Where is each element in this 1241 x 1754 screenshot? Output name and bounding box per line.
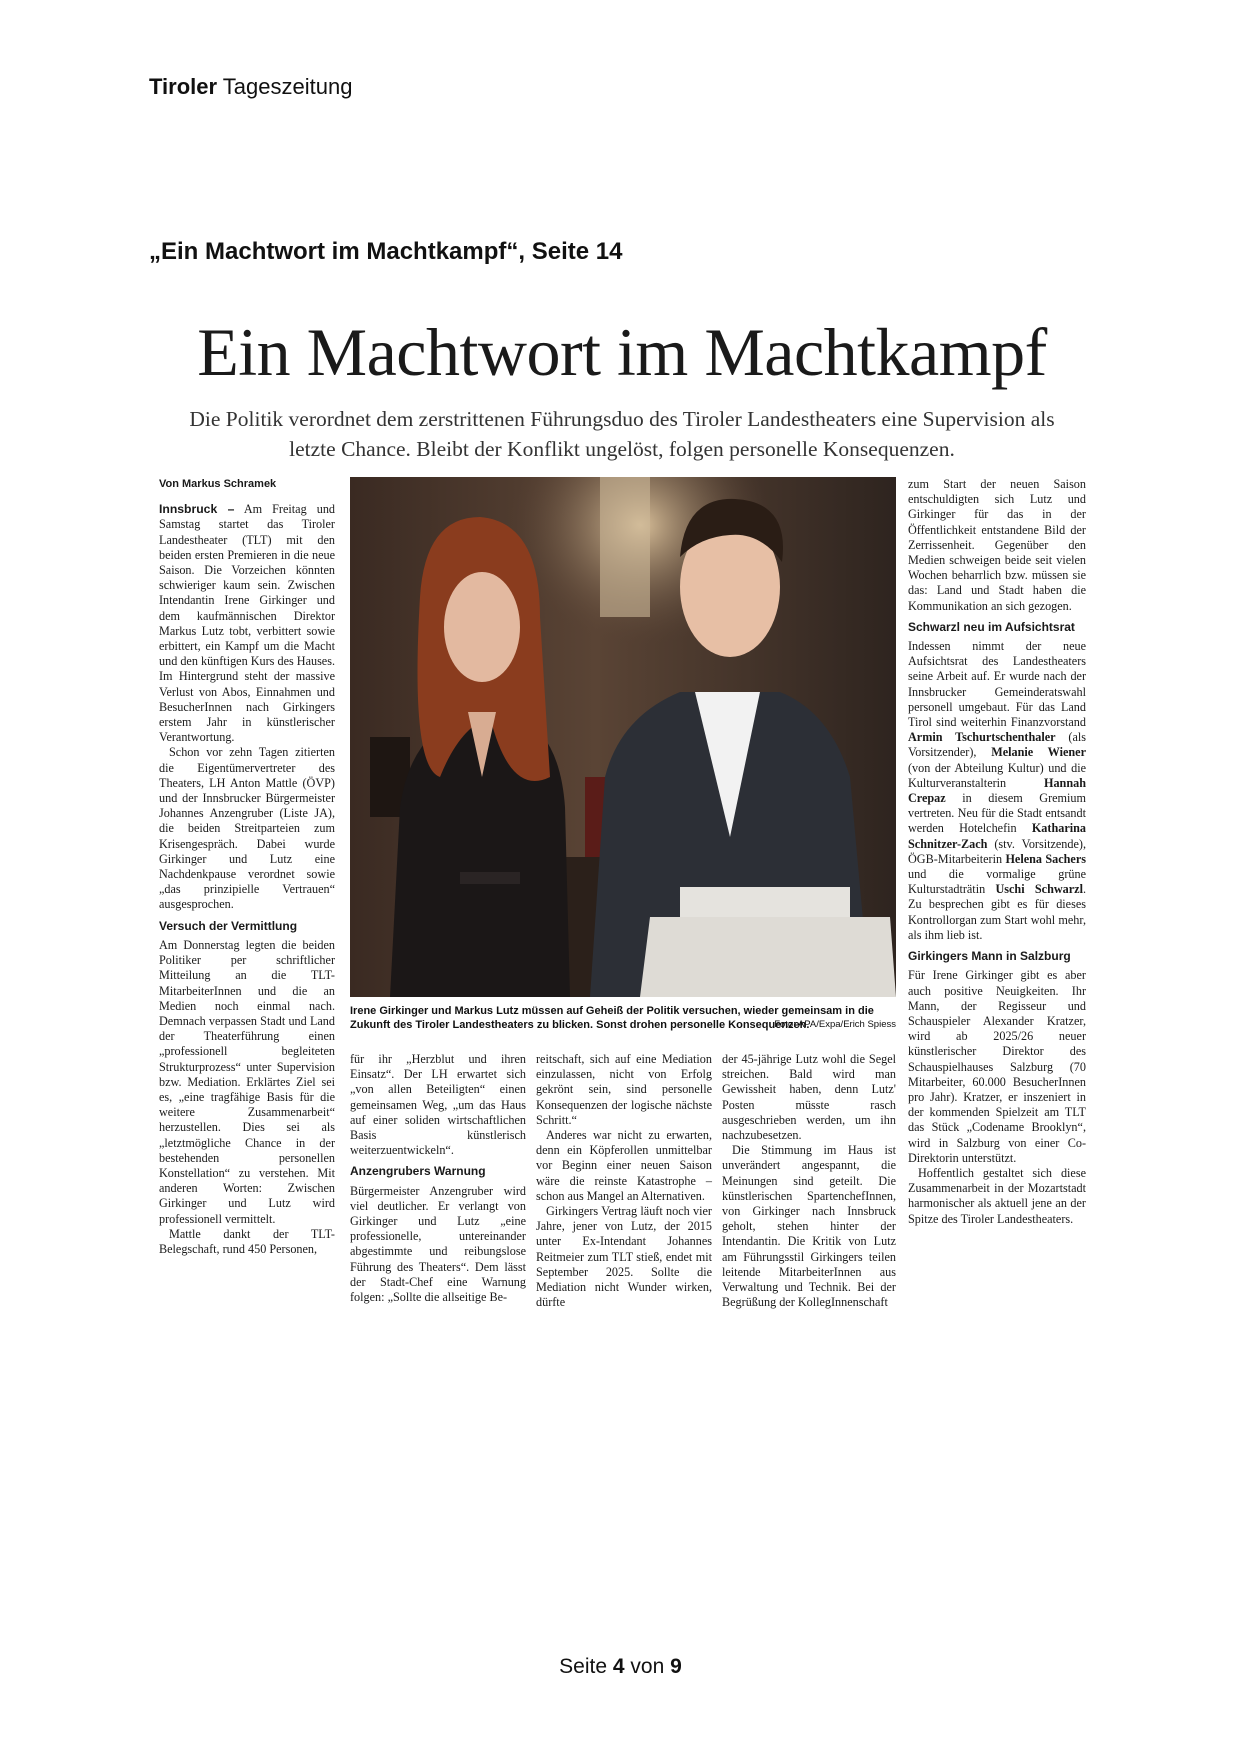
photo-caption <box>350 1004 896 1032</box>
paragraph: reitschaft, sich auf eine Mediation einzulassen, nicht von Erfolg gekrönt sein, sind personelle Konsequenzen der logische nächste Schritt.“ <box>536 1052 712 1127</box>
paragraph: Am Donnerstag legten die beiden Politiker per schriftlicher Mitteilung an die TLT-MitarbeiterInnen und die an Medien noch einmal nach. Demnach verpassen Stadt und Land der Theaterführung einen „professionell begleiteten Strukturprozess“ unter Supervision bzw. Mediation. Erklärtes Ziel sei es, „eine tragfähige Basis für die weitere Zusammenarbeit“ herzustellen. Dies sei als „letztmögliche Chance in der bestehenden personellen Konstellation“ zu verstehen. Mit anderen Worten: Zwischen Girkinger und Lutz wird professionell vermittelt. <box>159 937 335 1226</box>
article-headline: Ein Machtwort im Machtkampf <box>197 314 1047 390</box>
paragraph-text: Am Freitag und Samstag startet das Tiroler Landestheater (TLT) mit den beiden ersten Premieren in die neue Saison. Die Vorzeichen könnten schwieriger kaum sein. Zwischen Intendantin Irene Girkinger und dem kaufmännischen Direktor Markus Lutz tobt, verbittert sowie erbittert, ein Kampf um die Macht und den künftigen Kurs des Hauses. Im Hintergrund steht der massive Verlust von Abos, Einnahmen und BesucherInnen nach Girkingers erstem Jahr in künstlerischer Verantwortung. <box>159 502 336 745</box>
article-column-1 <box>159 477 335 1257</box>
paragraph: zum Start der neuen Saison entschuldigten sich Lutz und Girkinger für das in der Öffentlichkeit entstandene Bild der Zerrissenheit. Gegenüber den Medien schweigen beide seit vielen Wochen beharrlich bzw. müssen sie das: Land und Stadt haben die Kommunikation an sich gezogen. <box>908 477 1086 613</box>
paragraph: Indessen nimmt der neue Aufsichtsrat des Landestheaters seine Arbeit auf. Er wurde nach der Innsbrucker Gemeinderatswahl personell umgebaut. Für das Land Tirol sind weiterhin Finanzvorstand Armin Tschurtschenthaler (als Vorsitzender), Melanie Wiener (von der Abteilung Kultur) und die Kulturveranstalterin Hannah Crepaz in diesem Gremium vertreten. Neu für die Stadt entsandt werden Hotelchefin Katharina Schnitzer-Zach (stv. Vorsitzende), ÖGB-Mitarbeiterin Helena Sachers und die vormalige grüne Kulturstadträtin Uschi Schwarzl. Zu besprechen gibt es für dieses Kontrollorgan zum Start wohl mehr, als ihm lieb ist. <box>908 639 1087 942</box>
paragraph: Bürgermeister Anzengruber wird viel deutlicher. Er verlangt von Girkinger und Lutz „eine professionelle, untereinander abgestimmte und reibungslose Führung des Theaters“. Dem lässt der Stadt-Chef eine Warnung folgen: „Sollte die allseitige Be- <box>350 1183 526 1305</box>
dateline: Innsbruck – <box>159 502 235 517</box>
photo-credit: Foto: APA/Expa/Erich Spiess <box>774 1019 896 1030</box>
paragraph: für ihr „Herzblut und ihren Einsatz“. Der LH erwartet sich „von allen Beteiligten“ einen gemeinsamen Weg, „um das Haus auf einer soliden wirtschaftlichen Basis künstlerisch weiterzuentwickeln“. <box>350 1052 526 1158</box>
article-column-3 <box>536 1052 712 1310</box>
subheading: Girkingers Mann in Salzburg <box>908 949 1071 964</box>
subheading: Versuch der Vermittlung <box>159 918 298 933</box>
article-photo <box>350 477 896 997</box>
subheading: Anzengrubers Warnung <box>350 1164 486 1179</box>
article-column-2 <box>350 1052 526 1305</box>
paragraph: Mattle dankt der TLT-Belegschaft, rund 450 Personen, <box>159 1226 335 1256</box>
article-column-4 <box>722 1052 896 1310</box>
paragraph: Schon vor zehn Tagen zitierten die Eigentümervertreter des Theaters, LH Anton Mattle (ÖVP) und der Innsbrucker Bürgermeister Johannes Anzengruber (Liste JA), die beiden Streitparteien zum Krisengespräch. Dabei wurde Girkinger und Lutz eine Nachdenkpause verordnet sowie „das prinzipielle Vertrauen“ ausgesprochen. <box>159 745 335 912</box>
paragraph: Hoffentlich gestaltet sich diese Zusammenarbeit in der Mozartstadt harmonischer als aktuell jene an der Spitze des Tiroler Landestheaters. <box>908 1165 1086 1226</box>
photo-image <box>350 477 896 997</box>
page-number: Seite 4 von 9 <box>559 1655 682 1678</box>
article-subheadline: Die Politik verordnet dem zerstrittenen Führungsduo des Tiroler Landestheaters eine Supervision als letzte Chance. Bleibt der Konflikt ungelöst, folgen personelle Konsequenzen. <box>189 407 1055 461</box>
article-column-5 <box>908 477 1086 1227</box>
publication-header <box>149 74 352 100</box>
paragraph: der 45-jährige Lutz wohl die Segel streichen. Bald wird man Gewissheit haben, denn Lutz' Posten müsste rasch ausgeschrieben werden, um ihn nachzubesetzen. <box>722 1052 896 1143</box>
reference-title: „Ein Machtwort im Machtkampf“, Seite 14 <box>149 238 623 265</box>
newspaper-clipping <box>156 312 1088 1334</box>
paragraph: Girkingers Vertrag läuft noch vier Jahre, jener von Lutz, der 2015 unter Ex-Intendant Johannes Reitmeier zum TLT stieß, endet mit September 2025. Sollte die Mediation nicht Wunder wirken, dürfte <box>536 1204 712 1310</box>
brand-rest: Tageszeitung <box>222 74 353 99</box>
paragraph <box>159 502 335 745</box>
paragraph: Für Irene Girkinger gibt es aber auch positive Neuigkeiten. Ihr Mann, der Regisseur und Schauspieler Alexander Kratzer, wird ab 2025/26 neuer künstlerischer Direktor des Schauspielhauses Salzburg (70 Mitarbeiter, 60.000 BesucherInnen pro Jahr). Kratzer, er inszeniert in der kommenden Spielzeit am TLT das Stück „Codename Brooklyn“, wird in Salzburg von einer Co-Direktorin unterstützt. <box>908 968 1086 1165</box>
caption-text: Irene Girkinger und Markus Lutz müssen auf Geheiß der Politik versuchen, wieder gemeinsam in die Zukunft des Tiroler Landestheaters zu blicken. Sonst drohen personelle Konsequenzen. <box>350 1005 874 1031</box>
subheading: Schwarzl neu im Aufsichtsrat <box>908 619 1075 634</box>
brand-bold: Tiroler <box>149 74 218 99</box>
paragraph: Die Stimmung im Haus ist unverändert angespannt, die Meinungen sind geteilt. Die künstlerischen SpartenchefInnen, von Girkinger nach Innsbruck geholt, stehen hinter der Intendantin. Die Kritik von Lutz am Führungsstil Girkingers teilen leitende MitarbeiterInnen aus Verwaltung und Technik. Bei der Begrüßung der KollegInnenschaft <box>722 1143 896 1310</box>
byline: Von Markus Schramek <box>159 478 277 490</box>
paragraph: Anderes war nicht zu erwarten, denn ein Köpferollen unmittelbar vor Beginn einer neuen Saison wäre die reinste Katastrophe – schon aus Mangel an Alternativen. <box>536 1128 712 1203</box>
